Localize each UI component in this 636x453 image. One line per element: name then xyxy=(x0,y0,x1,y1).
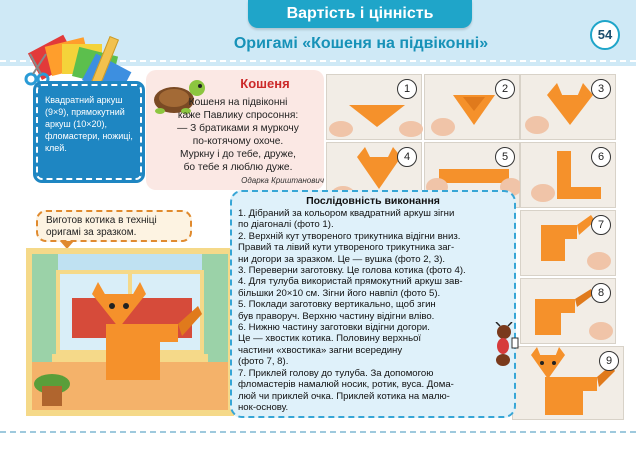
supplies-illustration xyxy=(18,36,128,90)
step-item: 3. Переверни заготовку. Це голова котика (фото 4). xyxy=(238,265,466,277)
photo-step-1 xyxy=(326,74,422,140)
step-item: 2. Верхній кут утвореного трикутника відігни вниз. Правий та лівий кути утвореного трикутника заг- ни догори за зразком. Це — вушка (фото 2, 3). xyxy=(238,230,461,265)
photo-number-6: 6 xyxy=(591,147,611,167)
page-number: 54 xyxy=(590,20,620,50)
instruction-bubble xyxy=(36,210,192,242)
instruction-text: Виготов котика в техніці оригамі за зразком. xyxy=(46,215,157,238)
photo-step-7 xyxy=(520,210,616,276)
section-title: Вартість і цінність xyxy=(286,5,434,22)
page-title: Оригамі «Кошеня на підвіконні» xyxy=(233,35,489,52)
photo-step-6 xyxy=(520,142,616,208)
poem-title: Кошеня xyxy=(240,76,290,91)
photo-step-2 xyxy=(424,74,520,140)
photo-step-8 xyxy=(520,278,616,344)
photo-number-9: 9 xyxy=(599,351,619,371)
poem-author: Одарка Криштанович xyxy=(241,176,324,185)
poem-text: Кошеня на підвіконні каже Павлику спросоння: — З братиками я муркочу по-котячому охоче. Муркну і до тебе, друже, бо тебе я люблю дуже. xyxy=(177,97,299,173)
photo-number-3: 3 xyxy=(591,79,611,99)
photo-number-1: 1 xyxy=(397,79,417,99)
step-item: 1. Дібраний за кольором квадратний аркуш зігни по діагоналі (фото 1). xyxy=(238,208,455,231)
step-item: 4. Для тулуба використай прямокутний аркуш зав- більшки 20×10 см. Зігни його навпіл (фото 5). xyxy=(238,276,463,299)
window-scene-illustration xyxy=(32,254,228,410)
scissors-icon xyxy=(24,52,54,86)
materials-text: Квадратний аркуш (9×9), прямокутний аркуш (10×20), фломастери, ножиці, клей. xyxy=(45,95,133,153)
photo-number-8: 8 xyxy=(591,283,611,303)
photo-number-5: 5 xyxy=(495,147,515,167)
bottom-divider xyxy=(0,431,636,433)
photo-step-3 xyxy=(520,74,616,140)
step-item: 7. Приклей голову до тулуба. За допомогою фломастерів намалюй носик, ротик, вуса. Дома- люй чи приклей очка. Приклей котика на малю- нок-основу. xyxy=(238,367,454,413)
step-item: 5. Поклади заготовку вертикально, щоб згин був праворуч. Верхню частину відігни вліво. xyxy=(238,299,436,322)
section-tab xyxy=(248,0,472,28)
ant-mascot-icon xyxy=(486,322,520,368)
photo-number-2: 2 xyxy=(495,79,515,99)
steps-list xyxy=(238,208,510,413)
step-item: 6. Нижню частину заготовки відігни догори. Це — хвостик котика. Половину верхньої частини «хвостика» загни всередину (фото 7, 8). xyxy=(238,322,430,368)
steps-title: Послідовність виконання xyxy=(306,195,440,207)
materials-box xyxy=(36,84,142,180)
photo-number-4: 4 xyxy=(397,147,417,167)
photo-step-9 xyxy=(512,346,624,420)
cat-window-scene xyxy=(26,248,234,416)
photo-number-7: 7 xyxy=(591,215,611,235)
